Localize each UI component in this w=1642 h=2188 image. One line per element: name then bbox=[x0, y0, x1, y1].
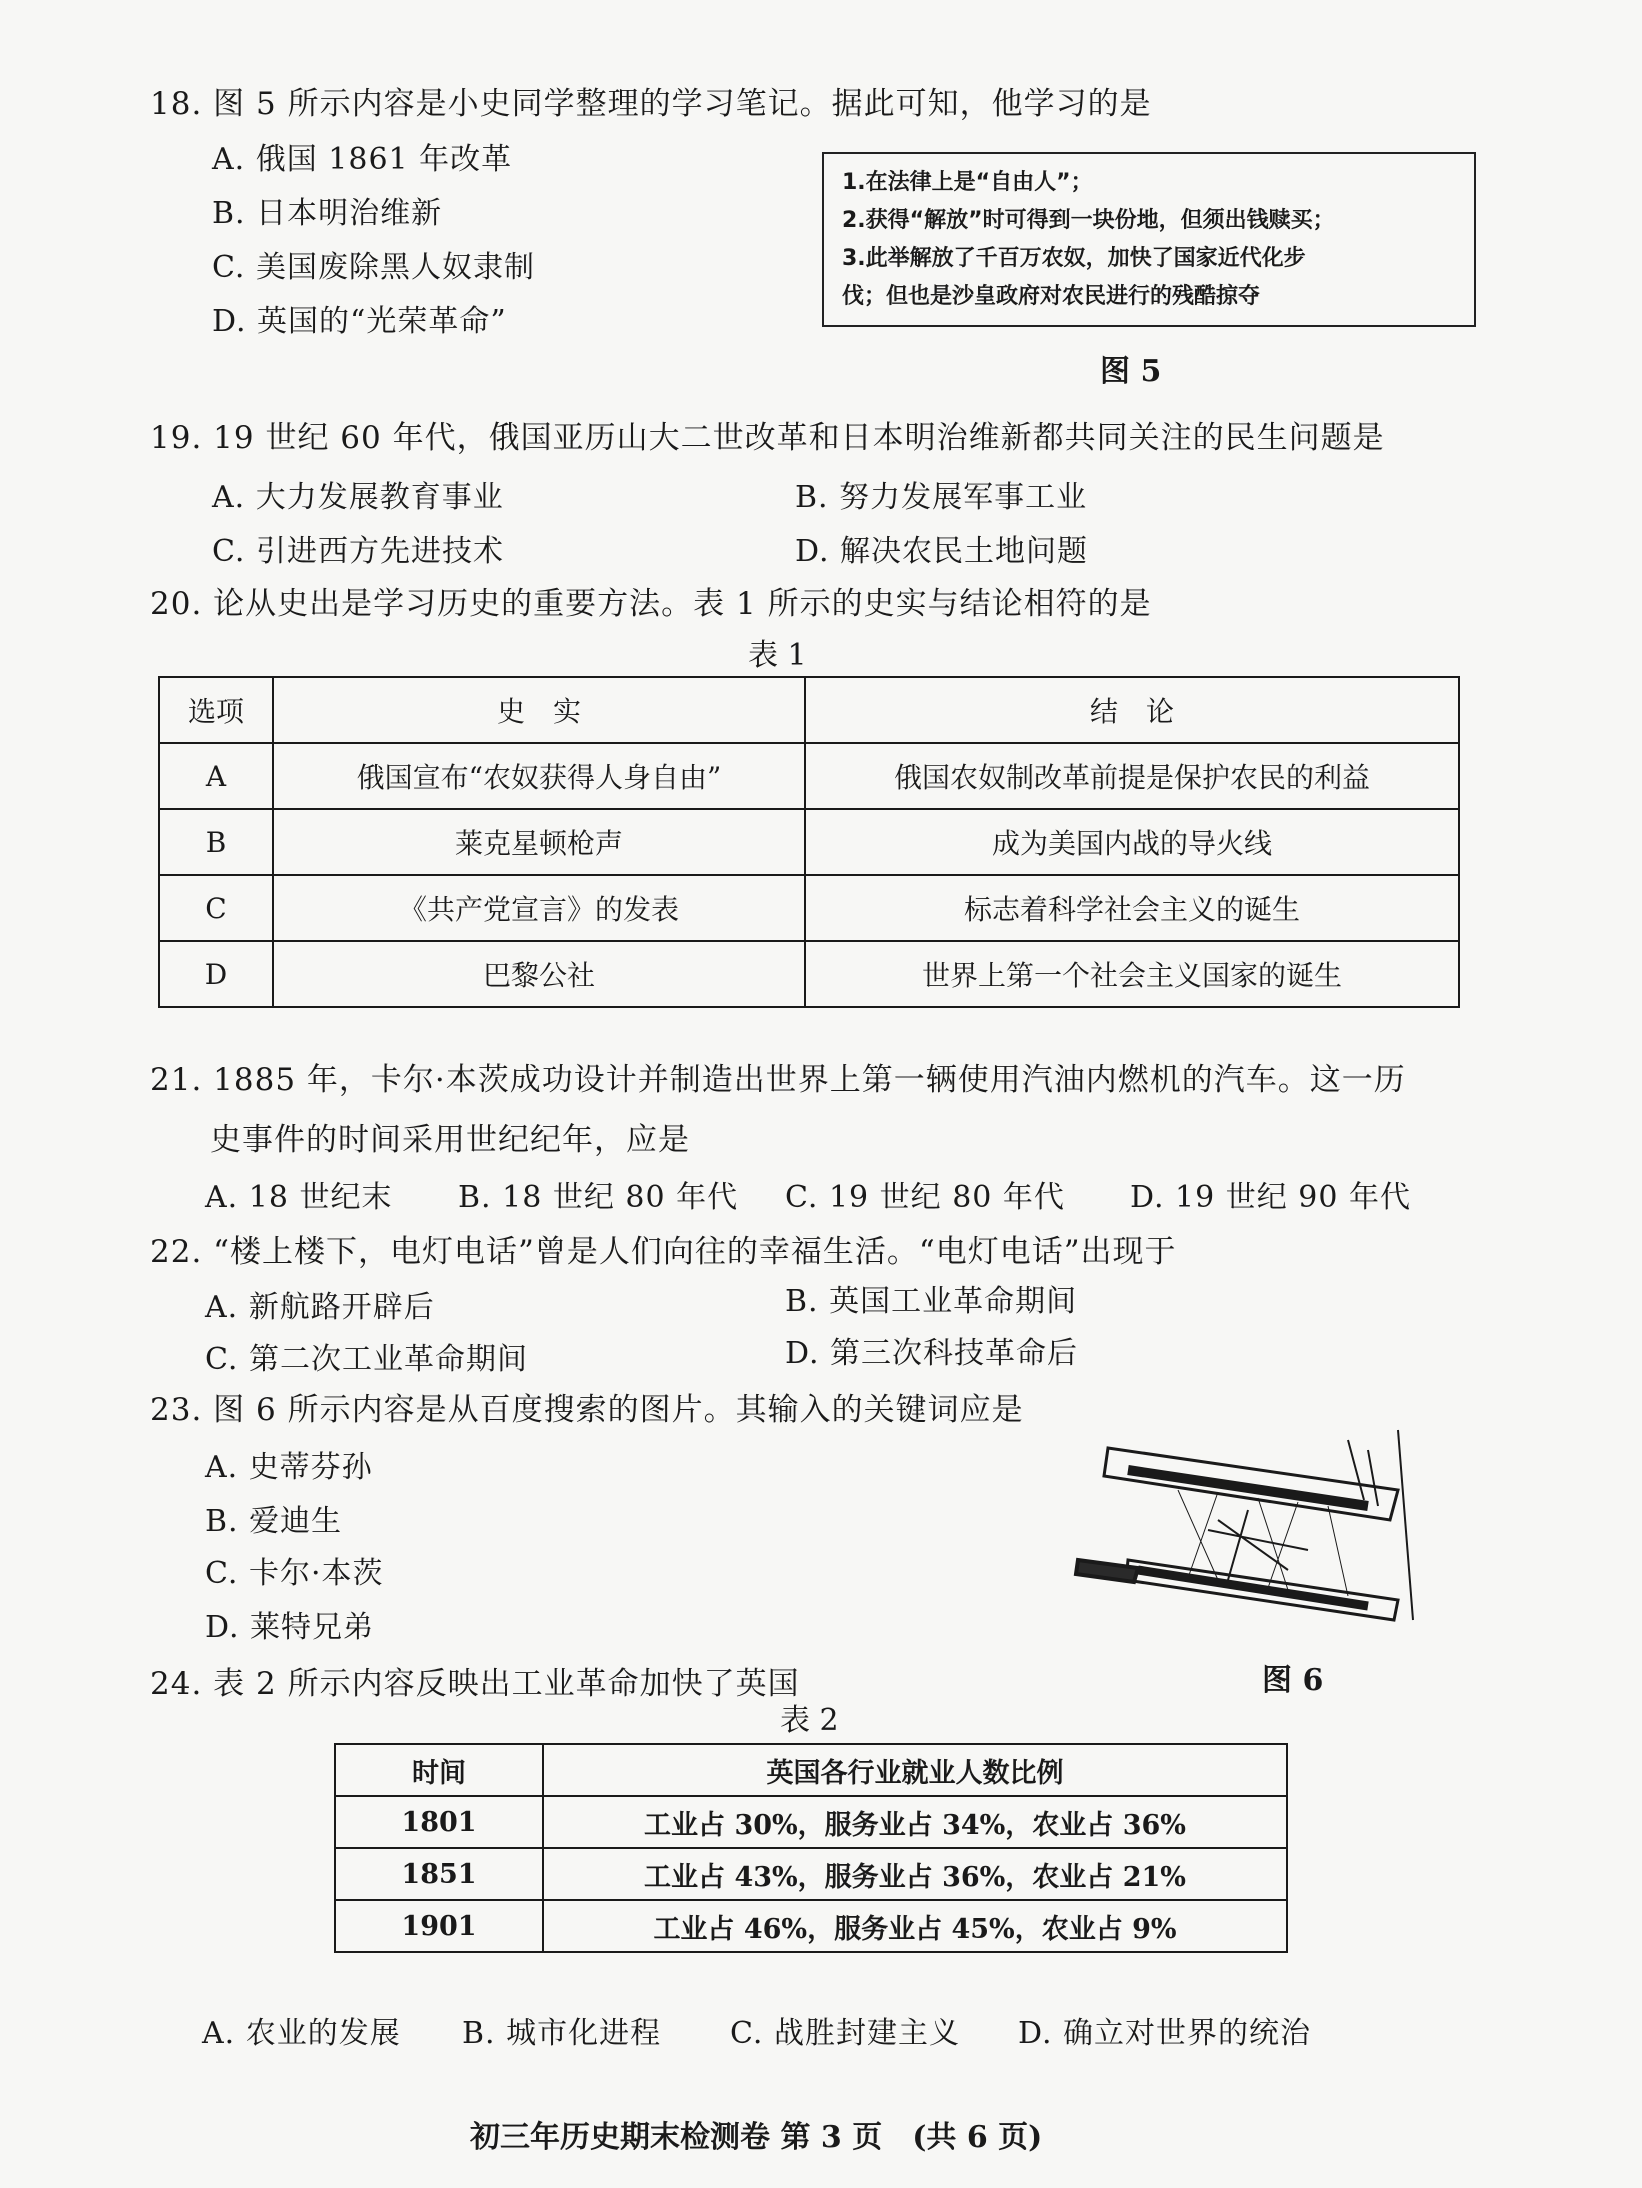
table-cell: 莱克星顿枪声 bbox=[273, 809, 805, 875]
table-1-caption: 表 1 bbox=[748, 638, 807, 673]
table-cell: 1851 bbox=[335, 1848, 543, 1900]
q24-option-d: D. 确立对世界的统治 bbox=[1018, 2016, 1312, 2051]
airplane-illustration bbox=[1068, 1410, 1428, 1625]
table-cell: 工业占 46%，服务业占 45%，农业占 9% bbox=[543, 1900, 1287, 1952]
q21-option-b: B. 18 世纪 80 年代 bbox=[458, 1180, 739, 1215]
table-cell: D bbox=[159, 941, 273, 1007]
table-cell: C bbox=[159, 875, 273, 941]
q23-option-c: C. 卡尔·本茨 bbox=[205, 1556, 384, 1591]
table-cell: 世界上第一个社会主义国家的诞生 bbox=[805, 941, 1459, 1007]
note-line: 1.在法律上是“自由人”； bbox=[842, 170, 1093, 195]
table-cell: 1901 bbox=[335, 1900, 543, 1952]
header-cell: 英国各行业就业人数比例 bbox=[543, 1744, 1287, 1796]
table-cell: 巴黎公社 bbox=[273, 941, 805, 1007]
study-notes-box bbox=[822, 152, 1476, 327]
note-line: 伐；但也是沙皇政府对农民进行的残酷掠夺 bbox=[842, 284, 1261, 309]
table-cell: 成为美国内战的导火线 bbox=[805, 809, 1459, 875]
table-cell: 《共产党宣言》的发表 bbox=[273, 875, 805, 941]
q19-option-c: C. 引进西方先进技术 bbox=[212, 534, 504, 569]
q24-option-c: C. 战胜封建主义 bbox=[730, 2016, 960, 2051]
header-cell: 史 实 bbox=[273, 677, 805, 743]
header-cell: 选项 bbox=[159, 677, 273, 743]
figure-5-caption: 图 5 bbox=[1100, 354, 1162, 389]
table-row bbox=[159, 875, 1459, 941]
q23-option-d: D. 莱特兄弟 bbox=[205, 1610, 375, 1645]
table-header-row bbox=[159, 677, 1459, 743]
q21-option-c: C. 19 世纪 80 年代 bbox=[785, 1180, 1065, 1215]
q23-stem: 23. 图 6 所示内容是从百度搜索的图片。其输入的关键词应是 bbox=[150, 1392, 1024, 1428]
q22-option-b: B. 英国工业革命期间 bbox=[785, 1284, 1078, 1319]
q19-option-d: D. 解决农民土地问题 bbox=[795, 534, 1089, 569]
table-cell: 工业占 30%，服务业占 34%，农业占 36% bbox=[543, 1796, 1287, 1848]
q19-option-a: A. 大力发展教育事业 bbox=[212, 480, 504, 515]
table-row bbox=[159, 941, 1459, 1007]
q22-option-c: C. 第二次工业革命期间 bbox=[205, 1342, 528, 1377]
q23-option-a: A. 史蒂芬孙 bbox=[205, 1450, 373, 1485]
table-cell: 工业占 43%，服务业占 36%，农业占 21% bbox=[543, 1848, 1287, 1900]
page-footer: 初三年历史期末检测卷 第 3 页 (共 6 页) bbox=[470, 2120, 1043, 2155]
table-header-row bbox=[335, 1744, 1287, 1796]
q18-option-d: D. 英国的“光荣革命” bbox=[212, 304, 507, 339]
q20-stem: 20. 论从史出是学习历史的重要方法。表 1 所示的史实与结论相符的是 bbox=[150, 586, 1152, 622]
q23-option-b: B. 爱迪生 bbox=[205, 1504, 343, 1539]
table-row bbox=[335, 1796, 1287, 1848]
q22-option-d: D. 第三次科技革命后 bbox=[785, 1336, 1079, 1371]
q19-stem: 19. 19 世纪 60 年代，俄国亚历山大二世改革和日本明治维新都共同关注的民生问题是 bbox=[150, 420, 1385, 456]
note-line: 3.此举解放了千百万农奴，加快了国家近代化步 bbox=[842, 246, 1306, 271]
table-cell: 1801 bbox=[335, 1796, 543, 1848]
table-cell: 俄国农奴制改革前提是保护农民的利益 bbox=[805, 743, 1459, 809]
q21-option-d: D. 19 世纪 90 年代 bbox=[1130, 1180, 1412, 1215]
table-row bbox=[335, 1900, 1287, 1952]
q18-option-a: A. 俄国 1861 年改革 bbox=[212, 142, 513, 177]
table-row bbox=[159, 743, 1459, 809]
header-cell: 结 论 bbox=[805, 677, 1459, 743]
q24-option-b: B. 城市化进程 bbox=[462, 2016, 662, 2051]
table-cell: 俄国宣布“农奴获得人身自由” bbox=[273, 743, 805, 809]
q21-stem-line2: 史事件的时间采用世纪纪年，应是 bbox=[210, 1122, 690, 1158]
q18-stem: 18. 图 5 所示内容是小史同学整理的学习笔记。据此可知，他学习的是 bbox=[150, 86, 1152, 122]
q21-stem-line1: 21. 1885 年，卡尔·本茨成功设计并制造出世界上第一辆使用汽油内燃机的汽车。这一历 bbox=[150, 1062, 1406, 1098]
table-2-caption: 表 2 bbox=[780, 1703, 839, 1738]
table-row bbox=[159, 809, 1459, 875]
table-1 bbox=[158, 676, 1460, 1008]
q18-option-b: B. 日本明治维新 bbox=[212, 196, 443, 231]
q18-option-c: C. 美国废除黑人奴隶制 bbox=[212, 250, 535, 285]
table-cell: A bbox=[159, 743, 273, 809]
q19-option-b: B. 努力发展军事工业 bbox=[795, 480, 1088, 515]
table-cell: B bbox=[159, 809, 273, 875]
note-line: 2.获得“解放”时可得到一块份地，但须出钱赎买； bbox=[842, 208, 1335, 233]
q24-option-a: A. 农业的发展 bbox=[202, 2016, 401, 2051]
q22-option-a: A. 新航路开辟后 bbox=[205, 1290, 435, 1325]
figure-6-caption: 图 6 bbox=[1262, 1663, 1324, 1698]
table-row bbox=[335, 1848, 1287, 1900]
q24-stem: 24. 表 2 所示内容反映出工业革命加快了英国 bbox=[150, 1666, 800, 1702]
table-2 bbox=[334, 1743, 1288, 1953]
table-cell: 标志着科学社会主义的诞生 bbox=[805, 875, 1459, 941]
header-cell: 时间 bbox=[335, 1744, 543, 1796]
q21-option-a: A. 18 世纪末 bbox=[205, 1180, 393, 1215]
q22-stem: 22. “楼上楼下，电灯电话”曾是人们向往的幸福生活。“电灯电话”出现于 bbox=[150, 1234, 1177, 1270]
